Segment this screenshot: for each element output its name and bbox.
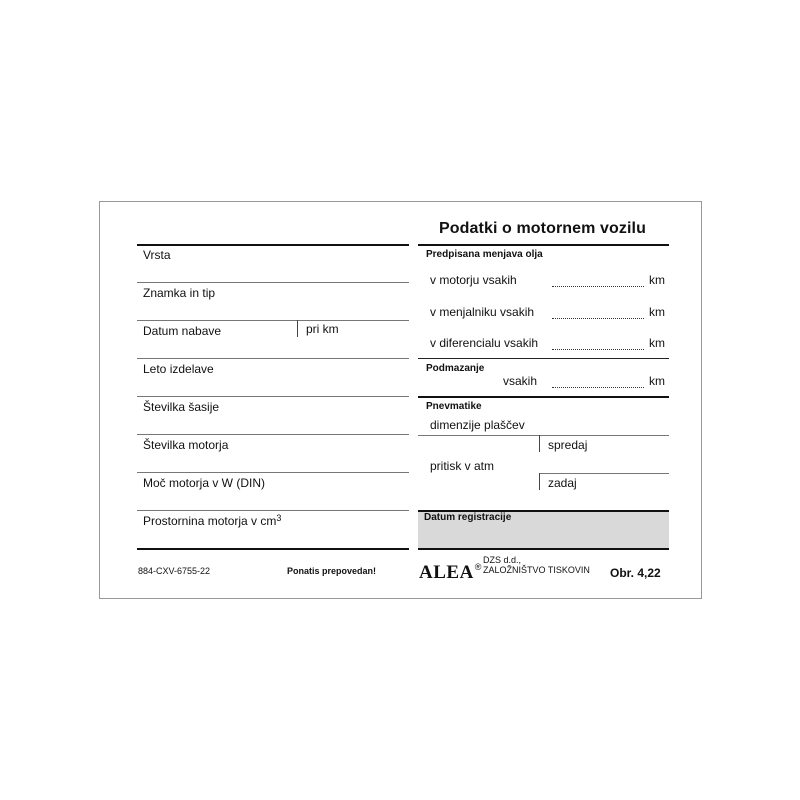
label-lub-every: vsakih bbox=[503, 374, 538, 388]
alea-logo-text: ALEA bbox=[419, 562, 474, 583]
field-line-datum-nabave[interactable] bbox=[137, 358, 409, 359]
vehicle-data-form bbox=[99, 201, 702, 599]
label-leto: Leto izdelave bbox=[143, 362, 214, 376]
copyright-note: Ponatis prepovedan! bbox=[287, 566, 377, 576]
field-line-znamka[interactable] bbox=[137, 320, 409, 321]
form-number: Obr. 4,22 bbox=[610, 566, 661, 580]
label-rear: zadaj bbox=[548, 476, 577, 490]
label-tire-dims: dimenzije plaščev bbox=[430, 418, 525, 432]
field-oil-diff[interactable] bbox=[552, 349, 644, 350]
label-front: spredaj bbox=[548, 438, 588, 452]
registered-mark: ® bbox=[474, 562, 482, 572]
oil-section-rule bbox=[418, 358, 669, 359]
field-line-tire-dims[interactable] bbox=[418, 435, 669, 436]
km-unit-diff: km bbox=[649, 336, 665, 350]
label-sasija: Številka šasije bbox=[143, 400, 220, 414]
label-datum-nabave: Datum nabave bbox=[143, 324, 222, 338]
label-oil-gear: v menjalniku vsakih bbox=[430, 305, 535, 319]
label-reg-date: Datum registracije bbox=[424, 512, 512, 523]
right-top-rule bbox=[418, 244, 669, 246]
left-top-rule bbox=[137, 244, 409, 246]
label-moc: Moč motorja v W (DIN) bbox=[143, 476, 266, 490]
label-vrsta: Vrsta bbox=[143, 248, 171, 262]
label-pressure: pritisk v atm bbox=[430, 459, 495, 473]
lub-section-rule bbox=[418, 396, 669, 398]
label-znamka: Znamka in tip bbox=[143, 286, 216, 300]
field-line-vrsta[interactable] bbox=[137, 282, 409, 283]
field-oil-gear[interactable] bbox=[552, 318, 644, 319]
tires-header: Pnevmatike bbox=[426, 401, 482, 412]
front-divider bbox=[539, 435, 540, 452]
pri-km-divider bbox=[297, 320, 298, 337]
field-lubrication[interactable] bbox=[552, 387, 644, 388]
label-motor: Številka motorja bbox=[143, 438, 229, 452]
label-prostornina bbox=[143, 514, 281, 528]
form-title: Podatki o motornem vozilu bbox=[439, 220, 646, 237]
km-unit-motor: km bbox=[649, 273, 665, 287]
lub-header: Podmazanje bbox=[426, 363, 485, 374]
rear-divider bbox=[539, 473, 540, 490]
field-oil-motor[interactable] bbox=[552, 286, 644, 287]
alea-logo bbox=[419, 562, 481, 584]
publisher-line1: DZS d.d., bbox=[483, 555, 522, 565]
field-line-leto[interactable] bbox=[137, 396, 409, 397]
km-unit-gear: km bbox=[649, 305, 665, 319]
form-code: 884-CXV-6755-22 bbox=[138, 566, 211, 576]
km-unit-lub: km bbox=[649, 374, 665, 388]
field-line-sasija[interactable] bbox=[137, 434, 409, 435]
cubic-superscript: 3 bbox=[276, 513, 282, 523]
publisher-line2: ZALOŽNIŠTVO TISKOVIN bbox=[483, 565, 590, 575]
label-oil-motor: v motorju vsakih bbox=[430, 273, 517, 287]
publisher-info bbox=[483, 555, 590, 575]
field-line-motor[interactable] bbox=[137, 472, 409, 473]
oil-header: Predpisana menjava olja bbox=[426, 249, 543, 260]
right-bottom-rule bbox=[418, 548, 669, 550]
label-prostornina-text: Prostornina motorja v cm bbox=[143, 514, 277, 528]
left-bottom-rule bbox=[137, 548, 409, 550]
label-oil-diff: v diferencialu vsakih bbox=[430, 336, 539, 350]
field-line-moc[interactable] bbox=[137, 510, 409, 511]
field-line-front[interactable] bbox=[539, 473, 669, 474]
label-pri-km: pri km bbox=[306, 322, 339, 336]
